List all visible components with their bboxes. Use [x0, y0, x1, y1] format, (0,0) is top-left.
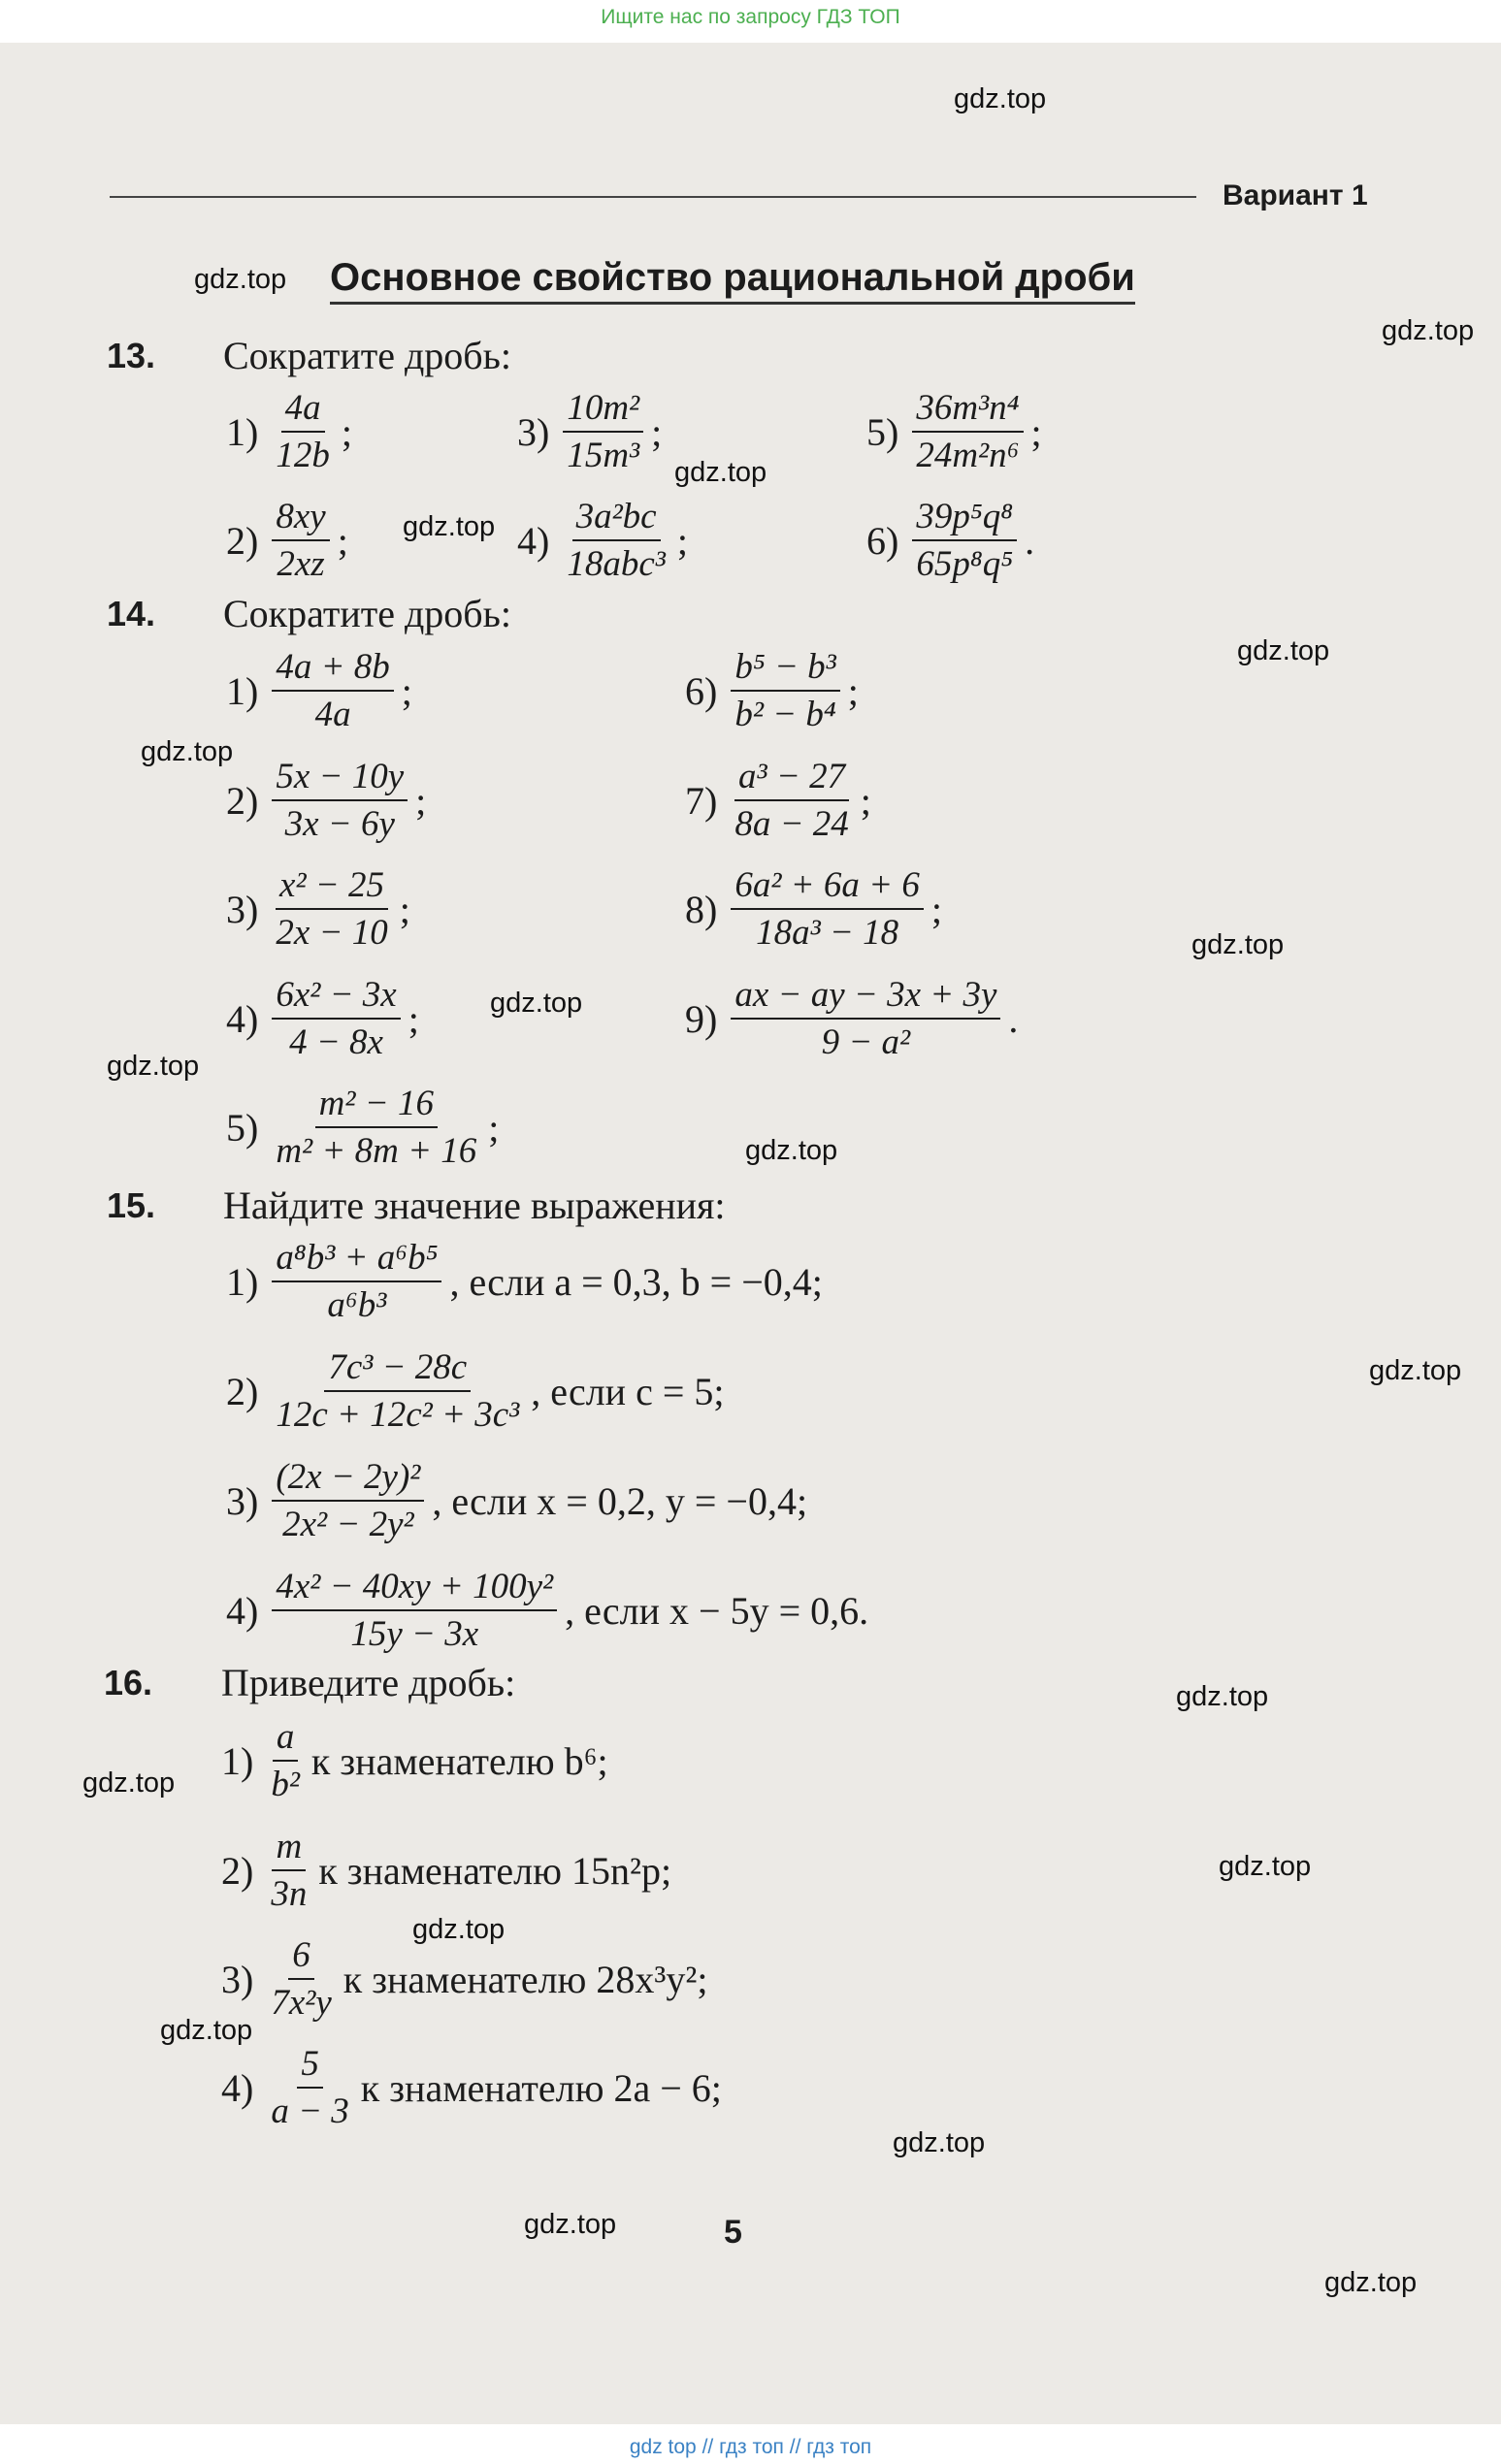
p14-item-2: 2) $\frac{5x - 10y}{3x - 6y}$ ;: [226, 757, 427, 845]
problem-15-prompt: Найдите значение выражения:: [223, 1183, 726, 1227]
p14-item-4: 4) $\frac{\text{6x² − 3x}}{4 - 8x}$ ;: [226, 975, 419, 1063]
p15-item-1: 1) $\frac{\text{a⁸b³ + a⁶b⁵}}{\text{a⁶b³}}$ , если a = 0,3, b = −0,4;: [226, 1238, 823, 1326]
watermark: gdz.top: [954, 83, 1047, 114]
watermark: gdz.top: [1219, 1851, 1312, 1882]
problem-13-number: 13.: [107, 336, 156, 375]
watermark: gdz.top: [82, 1767, 176, 1799]
watermark: gdz.top: [194, 264, 287, 295]
problem-16-prompt: Приведите дробь:: [221, 1661, 516, 1704]
p13-item-4: 4) $\frac{\text{3a²bc}}{\text{18abc³}}$ ;: [517, 497, 688, 585]
watermark: gdz.top: [893, 2127, 986, 2158]
problem-14-prompt: Сократите дробь:: [223, 592, 512, 635]
watermark: gdz.top: [1237, 635, 1330, 666]
problem-15-number: 15.: [107, 1185, 156, 1225]
bottom-banner: gdz top // гдз топ // гдз топ: [629, 2436, 872, 2458]
section-title: Основное свойство рациональной дроби: [330, 256, 1135, 305]
p15-item-2: 2) $\frac{\text{7c³ − 28c}}{\text{12c + 12c² + 3c³}}$ , если c = 5;: [226, 1347, 725, 1436]
watermark: gdz.top: [1382, 315, 1475, 346]
variant-label: Вариант 1: [1223, 179, 1368, 211]
p16-item-4: 4) $\frac{5}{a - 3}$ к знаменателю 2a − 6;: [221, 2044, 722, 2132]
top-banner: Ищите нас по запросу ГДЗ ТОП: [601, 6, 900, 28]
p14-item-9: 9) $\frac{ax - ay - 3x + 3y}{\text{9 − a²}}$ .: [685, 975, 1019, 1063]
p14-item-7: 7) $\frac{\text{a³ − 27}}{8a - 24}$ ;: [685, 757, 871, 845]
watermark: gdz.top: [141, 736, 234, 767]
p14-item-8: 8) $\frac{\text{6a² + 6a + 6}}{\text{18a³ − 18}}$ ;: [685, 865, 942, 954]
watermark: gdz.top: [674, 457, 767, 488]
watermark: gdz.top: [524, 2209, 617, 2240]
p13-item-1: 1) $\frac{4a}{12b}$ ;: [226, 388, 352, 476]
watermark: gdz.top: [1191, 929, 1285, 960]
p15-item-3: 3) $\frac{\text{(2x − 2y)²}}{\text{2x² − 2y²}}$ , если x = 0,2, y = −0,4;: [226, 1457, 808, 1545]
p13-item-5: 5) $\frac{\text{36m³n⁴}}{\text{24m²n⁶}}$ ;: [866, 388, 1042, 476]
problem-14-number: 14.: [107, 594, 156, 633]
problem-16-number: 16.: [104, 1663, 153, 1702]
p13-item-6: 6) $\frac{\text{39p⁵q⁸}}{\text{65p⁸q⁵}}$ .: [866, 497, 1035, 585]
watermark: gdz.top: [1176, 1681, 1269, 1712]
watermark: gdz.top: [403, 511, 496, 542]
p14-item-6: 6) $\frac{\text{b⁵ − b³}}{\text{b² − b⁴}}$ ;: [685, 647, 859, 735]
header-rule: [110, 196, 1196, 198]
watermark: gdz.top: [1324, 2267, 1418, 2298]
watermark: gdz.top: [107, 1051, 200, 1082]
watermark: gdz.top: [745, 1135, 838, 1166]
p13-item-3: 3) $\frac{\text{10m²}}{\text{15m³}}$ ;: [517, 388, 663, 476]
p14-item-1: 1) $\frac{4a + 8b}{4a}$ ;: [226, 647, 412, 735]
page-number: 5: [724, 2214, 742, 2251]
watermark: gdz.top: [1369, 1355, 1462, 1386]
p16-item-2: 2) $\frac{m}{3n}$ к знаменателю 15n²p;: [221, 1827, 672, 1915]
watermark: gdz.top: [412, 1914, 506, 1945]
problem-13-prompt: Сократите дробь:: [223, 334, 512, 377]
p16-item-1: 1) $\frac{a}{\text{b²}}$ к знаменателю b⁶;: [221, 1717, 608, 1805]
p14-item-5: 5) $\frac{\text{m² − 16}}{\text{m² + 8m + 16}}$ ;: [226, 1084, 500, 1172]
p15-item-4: 4) $\frac{\text{4x² − 40xy + 100y²}}{15y - 3x}$ , если x − 5y = 0,6.: [226, 1567, 869, 1655]
p16-item-3: 3) $\frac{6}{\text{7x²y}}$ к знаменателю 28x³y²;: [221, 1935, 708, 2024]
p14-item-3: 3) $\frac{\text{x² − 25}}{2x - 10}$ ;: [226, 865, 410, 954]
p13-item-2: 2) $\frac{8xy}{2xz}$ ;: [226, 497, 348, 585]
watermark: gdz.top: [490, 988, 583, 1019]
watermark: gdz.top: [160, 2015, 253, 2046]
